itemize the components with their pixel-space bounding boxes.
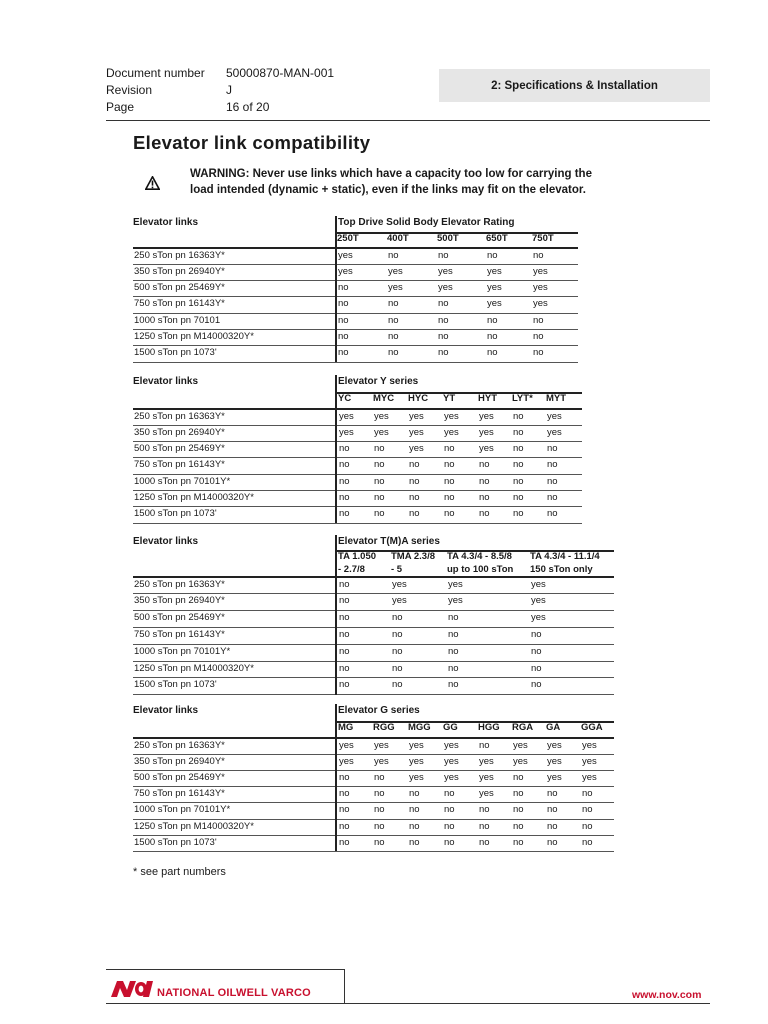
row-label: 1000 sTon pn 70101	[134, 314, 221, 326]
column-header: MGG	[408, 722, 431, 733]
row-label: 750 sTon pn 16143Y*	[134, 788, 225, 800]
table-cell: no	[479, 739, 490, 751]
row-label: 500 sTon pn 25469Y*	[134, 771, 225, 783]
column-header-line-2: up to 100 sTon	[447, 564, 514, 575]
table-cell: no	[582, 836, 593, 848]
table-cell: no	[388, 249, 399, 261]
table-cell: no	[479, 492, 490, 503]
row-divider	[133, 523, 582, 524]
table-cell: no	[487, 249, 498, 261]
table-cell: no	[513, 771, 524, 783]
table-cell: no	[547, 836, 558, 848]
table-cell: yes	[479, 788, 494, 800]
table-cell: no	[409, 459, 420, 471]
row-label: 1000 sTon pn 70101Y*	[134, 475, 231, 487]
table-cell: no	[438, 298, 449, 310]
table-cell: no	[582, 804, 593, 816]
table-cell: no	[547, 804, 558, 816]
table-cell: no	[339, 508, 350, 520]
table-cell: no	[487, 314, 498, 326]
table-cell: yes	[547, 426, 562, 438]
table-cell: yes	[339, 410, 354, 422]
revision-label: Revision	[106, 83, 153, 97]
table-cell: no	[479, 508, 490, 520]
table-cell: no	[513, 459, 524, 471]
table-label: Elevator links	[133, 376, 199, 387]
page-value: 16 of 20	[226, 100, 270, 114]
table-cell: no	[547, 492, 558, 503]
row-label: 500 sTon pn 25469Y*	[134, 282, 225, 294]
row-divider	[133, 770, 614, 771]
row-divider	[133, 362, 578, 363]
table-cell: yes	[547, 755, 562, 767]
table-cell: no	[392, 612, 403, 624]
table-cell: no	[374, 820, 385, 832]
row-label: 750 sTon pn 16143Y*	[134, 628, 225, 640]
row-label: 250 sTon pn 16363Y*	[134, 410, 225, 422]
warning-icon	[145, 176, 160, 190]
table-cell: yes	[533, 298, 548, 310]
table-cell: no	[582, 820, 593, 832]
table-cell: no	[513, 820, 524, 832]
warning-line-1: WARNING: Never use links which have a capacity too low for carrying the	[190, 168, 592, 180]
table-cell: no	[374, 492, 385, 503]
column-header: TMA 2.3/8	[391, 551, 435, 562]
column-header: YC	[338, 393, 352, 404]
table-cell: no	[392, 645, 403, 657]
table-cell: yes	[513, 739, 528, 751]
table-cell: no	[392, 679, 403, 691]
table-cell: no	[513, 804, 524, 816]
table-cell: no	[448, 662, 459, 674]
table-cell: no	[513, 426, 524, 438]
row-divider	[133, 506, 582, 507]
table-cell: yes	[438, 282, 453, 294]
column-header: MYC	[373, 393, 395, 404]
table-cell: no	[448, 645, 459, 657]
row-divider	[133, 677, 614, 678]
table-cell: no	[339, 612, 350, 624]
table-cell: no	[444, 804, 455, 816]
table-cell: no	[339, 771, 350, 783]
row-divider	[133, 835, 614, 836]
table-cell: no	[339, 459, 350, 471]
table-cell: no	[444, 508, 455, 520]
table-cell: yes	[409, 755, 424, 767]
table-cell: yes	[409, 426, 424, 438]
table-cell: no	[374, 771, 385, 783]
row-label: 750 sTon pn 16143Y*	[134, 459, 225, 471]
table-cell: no	[339, 662, 350, 674]
table-title: Elevator T(M)A series	[338, 536, 440, 547]
column-header: MYT	[546, 393, 567, 404]
table-cell: no	[448, 679, 459, 691]
table-cell: no	[513, 508, 524, 520]
table-cell: yes	[339, 755, 354, 767]
column-header: GA	[546, 722, 561, 733]
table-cell: yes	[582, 771, 597, 783]
table-cell: no	[339, 679, 350, 691]
column-header: 650T	[486, 233, 508, 244]
table-cell: no	[533, 249, 544, 261]
table-vertical-divider	[335, 535, 337, 695]
row-divider	[133, 661, 614, 662]
table-cell: yes	[374, 755, 389, 767]
row-divider	[133, 474, 582, 475]
column-header: RGA	[512, 722, 534, 733]
table-cell: no	[582, 788, 593, 800]
table-cell: no	[339, 628, 350, 640]
table-cell: yes	[448, 578, 463, 590]
row-divider	[133, 593, 614, 594]
table-cell: yes	[338, 265, 353, 277]
table-cell: yes	[338, 249, 353, 261]
table-cell: yes	[339, 426, 354, 438]
table-cell: no	[339, 578, 350, 590]
table-cell: no	[339, 443, 350, 455]
row-label: 250 sTon pn 16363Y*	[134, 249, 225, 261]
table-cell: yes	[448, 595, 463, 607]
header-rule	[106, 120, 710, 121]
table-cell: yes	[388, 265, 403, 277]
table-cell: no	[374, 475, 385, 487]
row-label: 1500 sTon pn 1073'	[134, 679, 217, 691]
table-cell: no	[338, 331, 349, 342]
footer-url[interactable]: www.nov.com	[632, 989, 702, 1001]
table-cell: no	[479, 820, 490, 832]
table-cell: no	[444, 443, 455, 455]
table-cell: yes	[531, 595, 546, 607]
column-header: RGG	[373, 722, 395, 733]
table-cell: yes	[479, 410, 494, 422]
table-cell: no	[533, 331, 544, 342]
table-cell: no	[547, 459, 558, 471]
table-cell: no	[444, 836, 455, 848]
table-cell: no	[339, 595, 350, 607]
table-cell: no	[444, 475, 455, 487]
revision-value: J	[226, 83, 232, 97]
row-label: 1250 sTon pn M14000320Y*	[134, 662, 254, 674]
table-cell: yes	[392, 595, 407, 607]
table-cell: no	[338, 298, 349, 310]
table-cell: no	[374, 804, 385, 816]
table-cell: yes	[531, 578, 546, 590]
table-cell: no	[409, 788, 420, 800]
table-cell: yes	[438, 265, 453, 277]
row-label: 1000 sTon pn 70101Y*	[134, 645, 231, 657]
row-label: 500 sTon pn 25469Y*	[134, 612, 225, 624]
table-cell: no	[547, 788, 558, 800]
table-cell: yes	[392, 578, 407, 590]
table-cell: no	[513, 443, 524, 455]
nov-logo	[109, 979, 155, 999]
column-header: MG	[338, 722, 354, 733]
table-cell: yes	[513, 755, 528, 767]
table-cell: no	[338, 282, 349, 294]
row-divider	[133, 457, 582, 458]
table-cell: no	[339, 836, 350, 848]
row-label: 350 sTon pn 26940Y*	[134, 595, 225, 607]
table-cell: yes	[479, 771, 494, 783]
table-cell: yes	[547, 410, 562, 422]
table-cell: no	[388, 331, 399, 342]
row-divider	[133, 345, 578, 346]
table-cell: yes	[409, 443, 424, 455]
column-header: HGG	[478, 722, 500, 733]
row-divider	[133, 490, 582, 491]
table-cell: no	[513, 836, 524, 848]
page-label: Page	[106, 100, 135, 114]
table-cell: yes	[339, 739, 354, 751]
row-divider	[133, 786, 614, 787]
row-label: 1250 sTon pn M14000320Y*	[134, 492, 254, 503]
table-label: Elevator links	[133, 536, 199, 547]
table-cell: no	[409, 804, 420, 816]
table-cell: yes	[444, 410, 459, 422]
table-cell: no	[409, 492, 420, 503]
table-title: Elevator Y series	[338, 376, 419, 387]
row-label: 1250 sTon pn M14000320Y*	[134, 331, 254, 342]
warning-line-2: load intended (dynamic + static), even if the links may fit on the elevator.	[190, 184, 586, 196]
row-label: 1500 sTon pn 1073'	[134, 347, 217, 359]
table-cell: no	[339, 492, 350, 503]
row-divider	[133, 329, 578, 330]
table-cell: no	[513, 410, 524, 422]
table-cell: yes	[582, 739, 597, 751]
column-header: TA 1.050	[338, 551, 377, 562]
doc-number-value: 50000870-MAN-001	[226, 66, 335, 80]
column-header: 500T	[437, 233, 459, 244]
table-cell: yes	[582, 755, 597, 767]
doc-number-label: Document number	[106, 66, 205, 80]
table-cell: yes	[533, 265, 548, 277]
row-divider	[133, 264, 578, 265]
table-cell: no	[392, 662, 403, 674]
column-header: LYT*	[512, 393, 533, 404]
table-cell: no	[339, 645, 350, 657]
table-cell: no	[479, 804, 490, 816]
table-label: Elevator links	[133, 705, 199, 716]
footer-rule	[106, 1003, 710, 1004]
column-header-line-2: - 5	[391, 564, 403, 575]
row-divider	[133, 313, 578, 314]
table-cell: no	[513, 788, 524, 800]
table-cell: no	[531, 628, 542, 640]
table-cell: no	[531, 662, 542, 674]
row-divider	[133, 851, 614, 852]
row-divider	[133, 754, 614, 755]
table-cell: no	[531, 645, 542, 657]
column-header: GG	[443, 722, 458, 733]
table-cell: no	[513, 475, 524, 487]
footnote: * see part numbers	[133, 866, 226, 878]
table-cell: no	[533, 347, 544, 359]
row-divider	[133, 627, 614, 628]
table-cell: no	[547, 475, 558, 487]
row-label: 350 sTon pn 26940Y*	[134, 755, 225, 767]
table-cell: yes	[479, 443, 494, 455]
column-header: HYT	[478, 393, 497, 404]
table-cell: no	[487, 347, 498, 359]
table-cell: no	[444, 820, 455, 832]
row-divider	[133, 694, 614, 695]
section-header: 2: Specifications & Installation	[439, 69, 710, 102]
row-label: 1500 sTon pn 1073'	[134, 836, 217, 848]
table-cell: yes	[374, 739, 389, 751]
column-header: 250T	[337, 233, 359, 244]
column-header: 750T	[532, 233, 554, 244]
row-divider	[133, 441, 582, 442]
table-cell: no	[533, 314, 544, 326]
table-cell: no	[479, 459, 490, 471]
table-cell: no	[339, 788, 350, 800]
table-cell: no	[438, 331, 449, 342]
table-cell: no	[409, 508, 420, 520]
table-vertical-divider	[335, 216, 337, 362]
row-label: 500 sTon pn 25469Y*	[134, 443, 225, 455]
table-cell: no	[409, 820, 420, 832]
column-header-line-2: 150 sTon only	[530, 564, 593, 575]
row-label: 750 sTon pn 16143Y*	[134, 298, 225, 310]
table-cell: yes	[531, 612, 546, 624]
table-cell: no	[374, 836, 385, 848]
row-divider	[133, 802, 614, 803]
row-divider	[133, 819, 614, 820]
row-divider	[133, 296, 578, 297]
row-label: 1500 sTon pn 1073'	[134, 508, 217, 520]
page-title: Elevator link compatibility	[133, 132, 371, 153]
row-label: 250 sTon pn 16363Y*	[134, 739, 225, 751]
table-cell: yes	[479, 426, 494, 438]
table-cell: no	[339, 804, 350, 816]
table-cell: no	[531, 679, 542, 691]
table-cell: yes	[444, 426, 459, 438]
table-cell: yes	[547, 739, 562, 751]
table-cell: no	[339, 475, 350, 487]
table-cell: no	[438, 249, 449, 261]
table-cell: yes	[487, 265, 502, 277]
table-cell: no	[392, 628, 403, 640]
table-cell: yes	[547, 771, 562, 783]
row-label: 1250 sTon pn M14000320Y*	[134, 820, 254, 832]
table-cell: no	[388, 314, 399, 326]
row-label: 350 sTon pn 26940Y*	[134, 265, 225, 277]
table-cell: no	[487, 331, 498, 342]
table-cell: no	[338, 347, 349, 359]
table-cell: no	[448, 612, 459, 624]
table-cell: no	[547, 508, 558, 520]
table-cell: yes	[444, 771, 459, 783]
table-cell: yes	[409, 739, 424, 751]
table-cell: no	[438, 314, 449, 326]
table-cell: no	[409, 475, 420, 487]
column-header-line-2: - 2.7/8	[338, 564, 365, 575]
table-cell: no	[388, 347, 399, 359]
table-cell: no	[338, 314, 349, 326]
column-header: TA 4.3/4 - 11.1/4	[530, 551, 600, 562]
table-cell: yes	[374, 426, 389, 438]
table-cell: yes	[409, 771, 424, 783]
row-divider	[133, 644, 614, 645]
row-label: 350 sTon pn 26940Y*	[134, 426, 225, 438]
row-label: 250 sTon pn 16363Y*	[134, 578, 225, 590]
table-cell: no	[547, 820, 558, 832]
table-cell: no	[438, 347, 449, 359]
table-cell: no	[409, 836, 420, 848]
table-cell: no	[374, 788, 385, 800]
column-header: 400T	[387, 233, 409, 244]
row-divider	[133, 610, 614, 611]
table-cell: no	[374, 459, 385, 471]
column-header: HYC	[408, 393, 429, 404]
table-cell: yes	[409, 410, 424, 422]
table-title: Elevator G series	[338, 705, 420, 716]
table-cell: yes	[533, 282, 548, 294]
table-cell: yes	[388, 282, 403, 294]
table-cell: no	[374, 508, 385, 520]
row-divider	[133, 425, 582, 426]
company-name: NATIONAL OILWELL VARCO	[157, 987, 311, 999]
column-header: TA 4.3/4 - 8.5/8	[447, 551, 512, 562]
row-label: 1000 sTon pn 70101Y*	[134, 804, 231, 816]
table-cell: yes	[479, 755, 494, 767]
table-cell: yes	[487, 298, 502, 310]
table-cell: no	[547, 443, 558, 455]
table-vertical-divider	[335, 375, 337, 523]
table-cell: no	[513, 492, 524, 503]
warning-text	[190, 166, 630, 198]
table-cell: no	[444, 459, 455, 471]
table-cell: no	[444, 788, 455, 800]
column-header: YT	[443, 393, 456, 404]
table-cell: yes	[374, 410, 389, 422]
column-header: GGA	[581, 722, 603, 733]
table-title: Top Drive Solid Body Elevator Rating	[338, 217, 515, 228]
table-cell: yes	[487, 282, 502, 294]
table-cell: yes	[444, 755, 459, 767]
table-cell: no	[339, 820, 350, 832]
table-cell: no	[444, 492, 455, 503]
table-label: Elevator links	[133, 217, 199, 228]
table-cell: no	[479, 475, 490, 487]
table-cell: no	[388, 298, 399, 310]
table-vertical-divider	[335, 704, 337, 851]
table-cell: yes	[444, 739, 459, 751]
table-cell: no	[448, 628, 459, 640]
row-divider	[133, 280, 578, 281]
table-cell: no	[479, 836, 490, 848]
table-cell: no	[374, 443, 385, 455]
